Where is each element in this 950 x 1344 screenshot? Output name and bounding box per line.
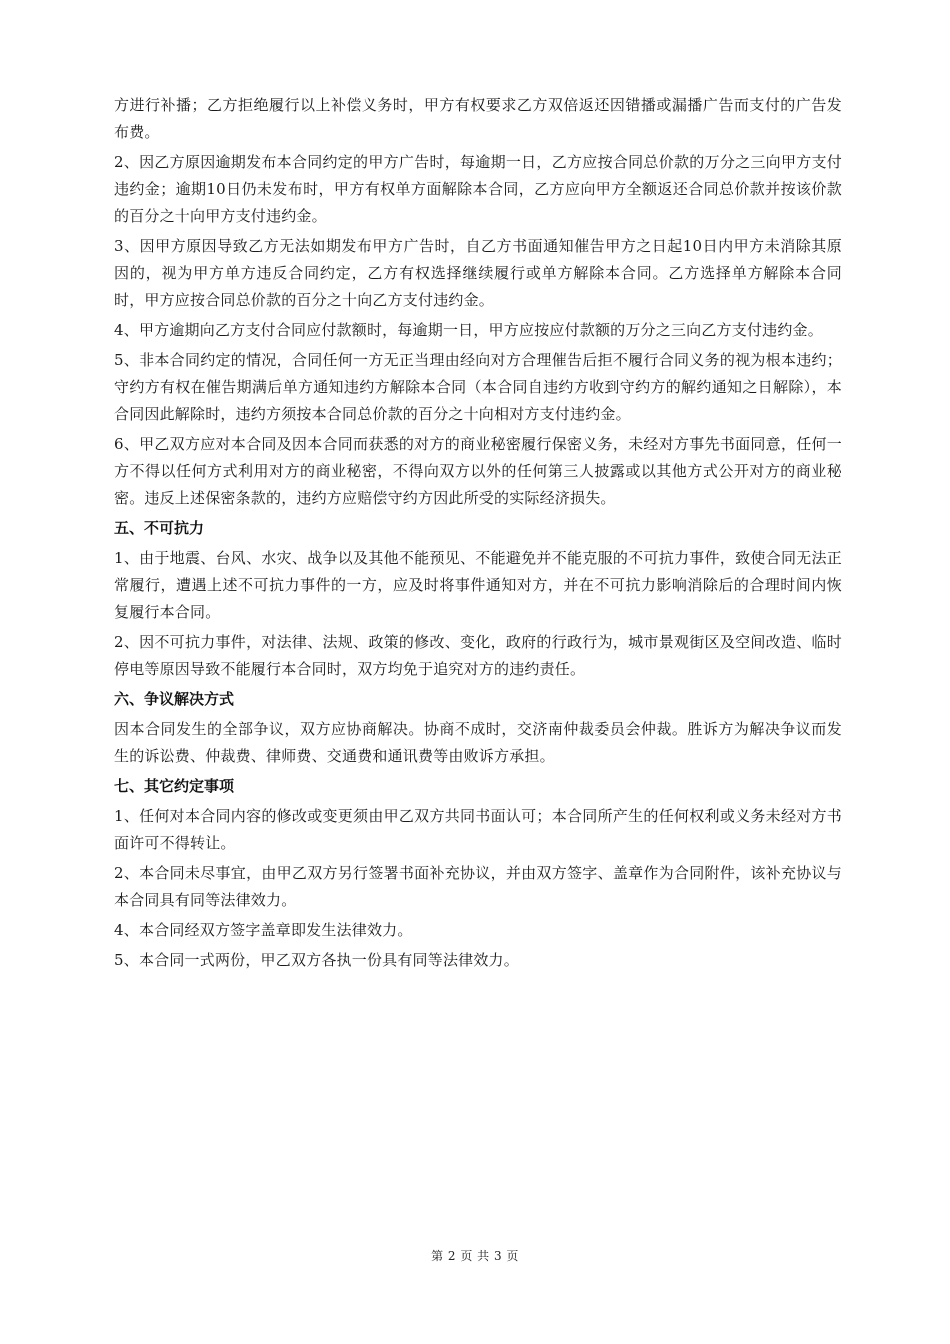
- paragraph-clause-7-4: 4、本合同经双方签字盖章即发生法律效力。: [114, 921, 413, 939]
- paragraph-clause-4-6: 6、甲乙双方应对本合同及因本合同而获悉的对方的商业秘密履行保密义务，未经对方事先书面同意，任何一方不得以任何方式利用对方的商业秘密，不得向双方以外的任何第三人披露或以其他方式公开对方的商业秘密。违反上述保密条款的，违约方应赔偿守约方因此所受的实际经济损失。: [114, 435, 842, 507]
- section-heading-force-majeure: 五、不可抗力: [114, 519, 205, 537]
- paragraph-clause-7-2: 2、本合同未尽事宜，由甲乙双方另行签署书面补充协议，并由双方签字、盖章作为合同附件，该补充协议与本合同具有同等法律效力。: [114, 864, 842, 909]
- paragraph-clause-7-1: 1、任何对本合同内容的修改或变更须由甲乙双方共同书面认可；本合同所产生的任何权利或义务未经对方书面许可不得转让。: [114, 807, 842, 852]
- paragraph-clause-4-4: 4、甲方逾期向乙方支付合同应付款额时，每逾期一日，甲方应按应付款额的万分之三向乙方支付违约金。: [114, 321, 823, 339]
- document-body: [114, 92, 842, 977]
- paragraph-clause-6: 因本合同发生的全部争议，双方应协商解决。协商不成时，交济南仲裁委员会仲裁。胜诉方为解决争议而发生的诉讼费、仲裁费、律师费、交通费和通讯费等由败诉方承担。: [114, 720, 842, 765]
- paragraph-clause-4-2: 2、因乙方原因逾期发布本合同约定的甲方广告时，每逾期一日，乙方应按合同总价款的万分之三向甲方支付违约金；逾期10日仍未发布时，甲方有权单方面解除本合同，乙方应向甲方全额返还合同总价款并按该价款的百分之十向甲方支付违约金。: [114, 153, 842, 225]
- paragraph-clause-5-1: 1、由于地震、台风、水灾、战争以及其他不能预见、不能避免并不能克服的不可抗力事件，致使合同无法正常履行，遭遇上述不可抗力事件的一方，应及时将事件通知对方，并在不可抗力影响消除后的合理时间内恢复履行本合同。: [114, 549, 842, 621]
- page-number-label: 第 2 页 共 3 页: [431, 1249, 519, 1263]
- section-heading-other-matters: 七、其它约定事项: [114, 777, 235, 795]
- section-heading-dispute-resolution: 六、争议解决方式: [114, 690, 235, 708]
- paragraph-clause-7-5: 5、本合同一式两份，甲乙双方各执一份具有同等法律效力。: [114, 951, 519, 969]
- paragraph-clause-4-5: 5、非本合同约定的情况，合同任何一方无正当理由经向对方合理催告后拒不履行合同义务的视为根本违约；守约方有权在催告期满后单方通知违约方解除本合同（本合同自违约方收到守约方的解约通知之日解除），本合同因此解除时，违约方须按本合同总价款的百分之十向相对方支付违约金。: [114, 351, 842, 423]
- paragraph-clause-4-3: 3、因甲方原因导致乙方无法如期发布甲方广告时，自乙方书面通知催告甲方之日起10日内甲方未消除其原因的，视为甲方单方违反合同约定，乙方有权选择继续履行或单方解除本合同。乙方选择单方解除本合同时，甲方应按合同总价款的百分之十向乙方支付违约金。: [114, 237, 842, 309]
- page-footer: [0, 1247, 950, 1264]
- paragraph-clause-4-1-continued: 方进行补播；乙方拒绝履行以上补偿义务时，甲方有权要求乙方双倍返还因错播或漏播广告而支付的广告发布费。: [114, 96, 842, 141]
- paragraph-clause-5-2: 2、因不可抗力事件，对法律、法规、政策的修改、变化，政府的行政行为，城市景观街区及空间改造、临时停电等原因导致不能履行本合同时，双方均免于追究对方的违约责任。: [114, 633, 842, 678]
